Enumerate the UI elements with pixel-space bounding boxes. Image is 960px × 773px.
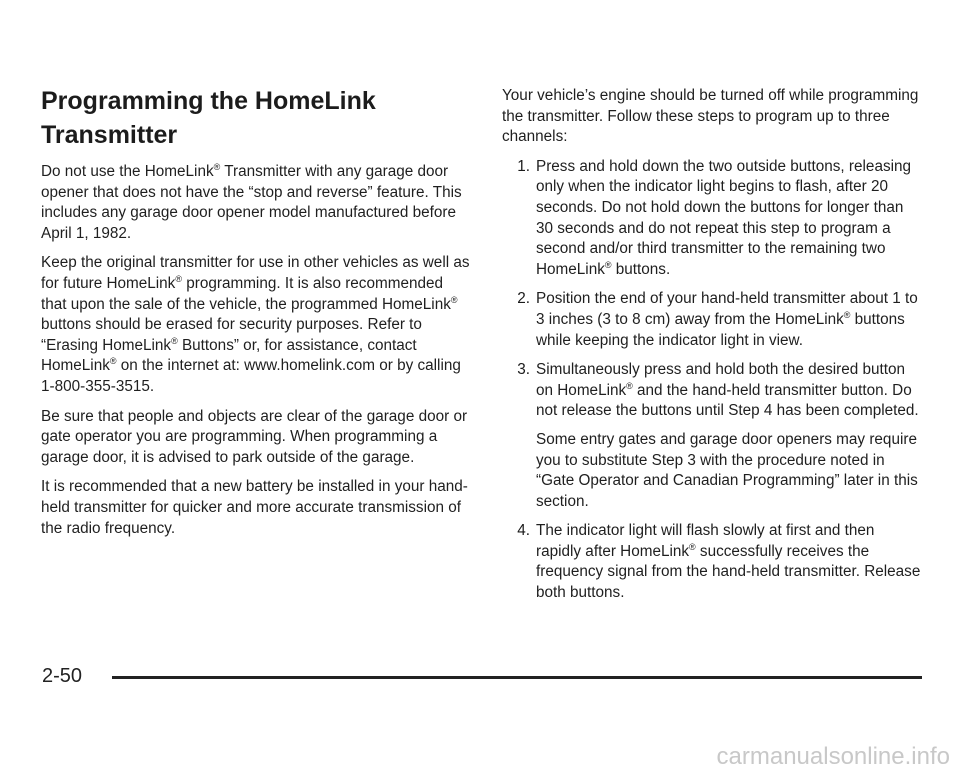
text: Simultaneously press and hold both the desired button on HomeLink	[536, 361, 906, 399]
list-item	[502, 157, 922, 281]
step-text	[536, 360, 922, 422]
section-title	[41, 84, 471, 152]
step-number: 2.	[517, 290, 530, 308]
registered-mark: ®	[175, 273, 182, 284]
left-column	[41, 84, 471, 548]
step-text	[536, 521, 922, 603]
registered-mark: ®	[689, 541, 696, 552]
registered-mark: ®	[109, 356, 117, 367]
text: The indicator light will flash slowly at first and then rapidly after HomeLink	[536, 522, 875, 560]
list-item	[502, 521, 922, 603]
footer-divider	[112, 676, 922, 679]
text: Transmitter with any garage door opener that does not have the “stop and reverse” feature. This includes any garage door opener model manufactured before April 1, 1982.	[41, 163, 462, 242]
text: Do not use the HomeLink	[41, 163, 214, 180]
steps-list	[502, 157, 922, 604]
step-text	[536, 289, 922, 351]
text: and the hand-held transmitter button. Do not release the buttons until Step 4 has been completed.	[536, 381, 919, 420]
list-item	[502, 360, 922, 512]
registered-mark: ®	[604, 259, 612, 270]
text: buttons should be erased for security purposes. Refer to “Erasing HomeLink	[41, 316, 422, 354]
text: successfully receives the frequency signal from the hand-held transmitter. Release both buttons.	[536, 542, 921, 602]
paragraph-keep-transmitter	[41, 253, 471, 397]
watermark: carmanualsonline.info	[716, 743, 950, 770]
text: Press and hold down the two outside buttons, releasing only when the indicator light begins to flash, after 20 seconds. Do not hold down the buttons for longer than 30 seconds and do not repeat this step to program a second and/or third transmitter to the remaining two HomeLink	[536, 157, 912, 278]
step-number: 3.	[517, 361, 530, 379]
page-number: 2-50	[42, 665, 83, 687]
step-number: 4.	[517, 522, 530, 540]
right-column	[502, 86, 922, 613]
step-number: 1.	[517, 157, 530, 175]
registered-mark: ®	[843, 309, 851, 320]
registered-mark: ®	[450, 294, 458, 305]
registered-mark: ®	[171, 335, 178, 346]
paragraph-intro: Your vehicle’s engine should be turned off while programming the transmitter. Follow these steps to program up to three channels:	[502, 87, 919, 146]
text: on the internet at: www.homelink.com or by calling 1-800-355-3515.	[41, 357, 461, 395]
list-item	[502, 289, 922, 351]
registered-mark: ®	[213, 162, 221, 172]
step-text	[536, 157, 922, 281]
paragraph-clear-area: Be sure that people and objects are clear of the garage door or gate operator you are programming. When programming a garage door, it is advised to park outside of the garage.	[41, 407, 468, 466]
text: Buttons” or, for assistance, contact HomeLink	[41, 336, 417, 375]
section-title-line1: Programming the HomeLink	[41, 87, 376, 115]
text: buttons while keeping the indicator light in view.	[536, 310, 905, 349]
registered-mark: ®	[626, 380, 633, 391]
paragraph-battery: It is recommended that a new battery be installed in your hand-held transmitter for quicker and more accurate transmission of the radio frequency.	[41, 478, 468, 537]
paragraph-warning	[41, 162, 471, 244]
text: Keep the original transmitter for use in other vehicles as well as for future HomeLink	[41, 254, 470, 292]
text: Position the end of your hand-held transmitter about 1 to 3 inches (3 to 8 cm) away from the HomeLink	[536, 290, 918, 328]
step-note: Some entry gates and garage door openers may require you to substitute Step 3 with the procedure noted in “Gate Operator and Canadian Programming” later in this section.	[536, 430, 918, 510]
text: programming. It is also recommended that upon the sale of the vehicle, the programmed HomeLink	[41, 274, 451, 313]
section-title-line2: Transmitter	[41, 121, 178, 149]
text: buttons.	[611, 260, 671, 278]
